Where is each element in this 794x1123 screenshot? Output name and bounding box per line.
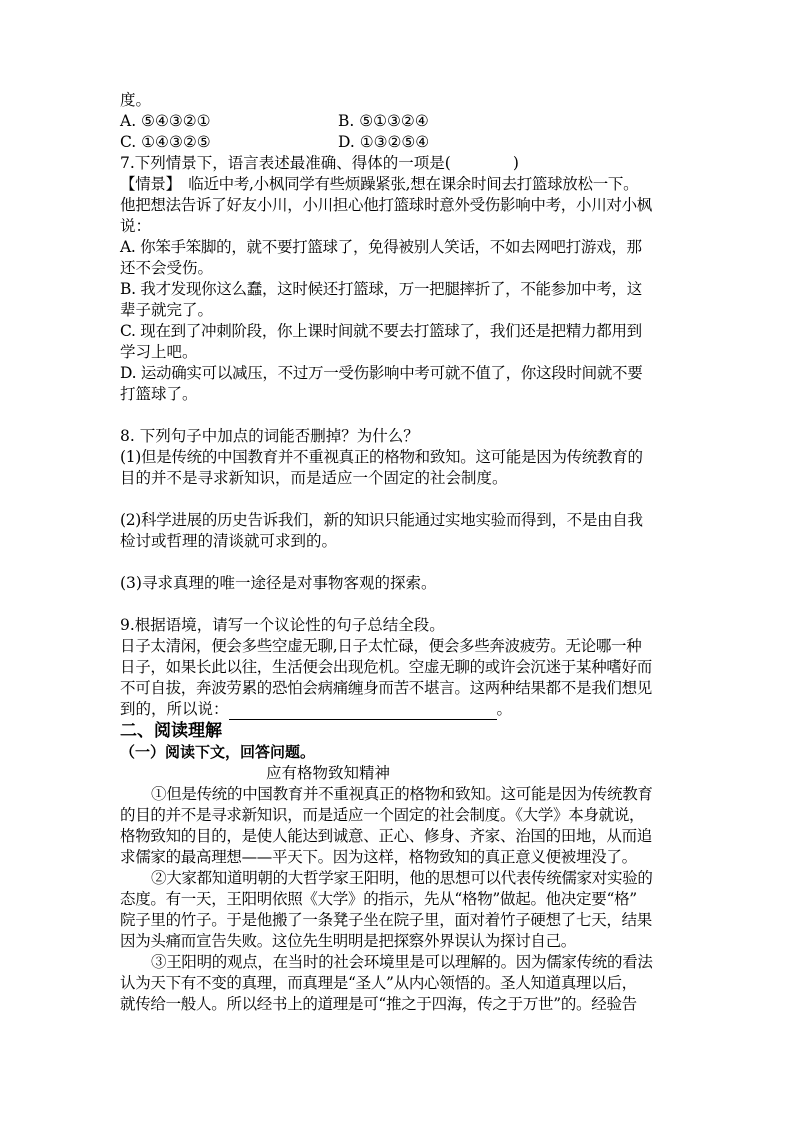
q8-stem: 8. 下列句子中加点的词能否删掉？为什么？	[120, 427, 419, 445]
q9-context-line-1: 日子太清闲，便会多些空虚无聊,日子太忙碌，便会多些奔波疲劳。无论哪一种	[120, 637, 642, 655]
article-p3-line-3: 就传给一般人。所以经书上的道理是可“推之于四海，传之于万世”的。经验告	[120, 995, 637, 1013]
article-title: 应有格物致知精神	[266, 764, 391, 782]
q6-options-row-2	[120, 132, 700, 153]
article-p1-line-2: 的目的并不是寻求新知识，而是适应一个固定的社会制度。《大学》本身就说，	[120, 806, 645, 824]
q8-sentence-1-line-2: 目的并不是寻求新知识，而是适应一个固定的社会制度。	[120, 469, 508, 487]
q7-option-a-line-2: 还不会受伤。	[120, 259, 214, 277]
q9-line-4-suffix: 。	[496, 700, 513, 718]
q7-option-d-line-2: 打篮球了。	[120, 385, 198, 403]
q7-scene-line-3: 说：	[120, 217, 152, 235]
q8-sentence-2-line-2: 检讨或哲理的清谈就可求到的。	[120, 532, 338, 550]
q7-stem: 7.下列情景下，语言表述最准确、得体的一项是( )	[120, 154, 519, 172]
q7-option-b-line-1: B. 我才发现你这么蠢，这时候还打篮球，万一把腿摔折了，不能参加中考，这	[120, 280, 642, 298]
q7-option-b-line-2: 辈子就完了。	[120, 301, 214, 319]
q6-option-c: C. ①④③②⑤	[120, 133, 211, 151]
q6-option-b: B. ⑤①③②④	[338, 112, 429, 130]
q7-option-a-line-1: A. 你笨手笨脚的，就不要打篮球了，免得被别人笑话，不如去网吧打游戏，那	[120, 238, 642, 256]
article-p2-line-4: 因为头痛而宣告失败。这位先生明明是把探察外界误认为探讨自己。	[120, 932, 577, 950]
article-p2-line-3: 院子里的竹子。于是他搬了一条凳子坐在院子里，面对着竹子硬想了七天，结果	[120, 911, 653, 929]
article-p1-line-1: ①但是传统的中国教育并不重视真正的格物和致知。这可能是因为传统教育	[151, 785, 653, 803]
q7-option-c-line-1: C. 现在到了冲刺阶段，你上课时间就不要去打篮球了，我们还是把精力都用到	[120, 322, 642, 340]
q9-stem: 9.根据语境，请写一个议论性的句子总结全段。	[120, 616, 445, 634]
q9-line-4-prefix: 到的，所以说：	[120, 700, 229, 718]
q7-scene-line-2: 他把想法告诉了好友小川，小川担心他打篮球时意外受伤影响中考，小川对小枫	[120, 196, 653, 214]
article-p2-line-2: 态度。有一天，王阳明依照《大学》的指示，先从“格物”做起。他决定要“格”	[120, 890, 637, 908]
q7-option-d-line-1: D. 运动确实可以减压，不过万一受伤影响中考可就不值了，你这段时间就不要	[120, 364, 643, 382]
article-p2-line-1: ②大家都知道明朝的大哲学家王阳明，他的思想可以代表传统儒家对实验的	[151, 869, 653, 887]
q9-context-line-3: 不可自拔，奔波劳累的恐怕会病痛缠身而苦不堪言。这两种结果都不是我们想见	[120, 679, 653, 697]
article-p3-line-1: ③王阳明的观点，在当时的社会环境里是可以理解的。因为儒家传统的看法	[151, 953, 653, 971]
q8-sentence-1-line-1: (1)但是传统的中国教育并不重视真正的格物和致知。这可能是因为传统教育的	[120, 448, 643, 466]
q7-option-c-line-2: 学习上吧。	[120, 343, 198, 361]
article-p3-line-2: 认为天下有不变的真理，而真理是“圣人”从内心领悟的。圣人知道真理以后，	[120, 974, 637, 992]
q6-tail-text: 度。	[120, 91, 152, 109]
q9-context-line-2: 日子，如果长此以往，生活便会出现危机。空虚无聊的或许会沉迷于某种嗜好而	[120, 658, 653, 676]
article-p1-line-3: 格物致知的目的，是使人能达到诚意、正心、修身、齐家、治国的田地，从而追	[120, 827, 653, 845]
document-page	[120, 90, 700, 1015]
q6-options-row-1	[120, 111, 700, 132]
q6-option-d: D. ①③②⑤④	[338, 133, 430, 151]
q9-context-line-4	[120, 699, 700, 720]
q9-answer-blank[interactable]	[229, 703, 497, 720]
section-2-title: 二、阅读理解	[120, 721, 222, 741]
q6-option-a: A. ⑤④③②①	[120, 112, 211, 130]
article-p1-line-4: 求儒家的最高理想——平天下。因为这样，格物致知的真正意义便被埋没了。	[120, 848, 637, 866]
section-2-part-1-instruction: （一）阅读下文，回答问题。	[120, 743, 316, 761]
q7-scene-line-1: 【情景】 临近中考,小枫同学有些烦躁紧张,想在课余时间去打篮球放松一下。	[120, 175, 639, 193]
q8-sentence-2-line-1: (2)科学进展的历史告诉我们，新的知识只能通过实地实验而得到，不是由自我	[120, 511, 643, 529]
q8-sentence-3: (3)寻求真理的唯一途径是对事物客观的探索。	[120, 574, 437, 592]
